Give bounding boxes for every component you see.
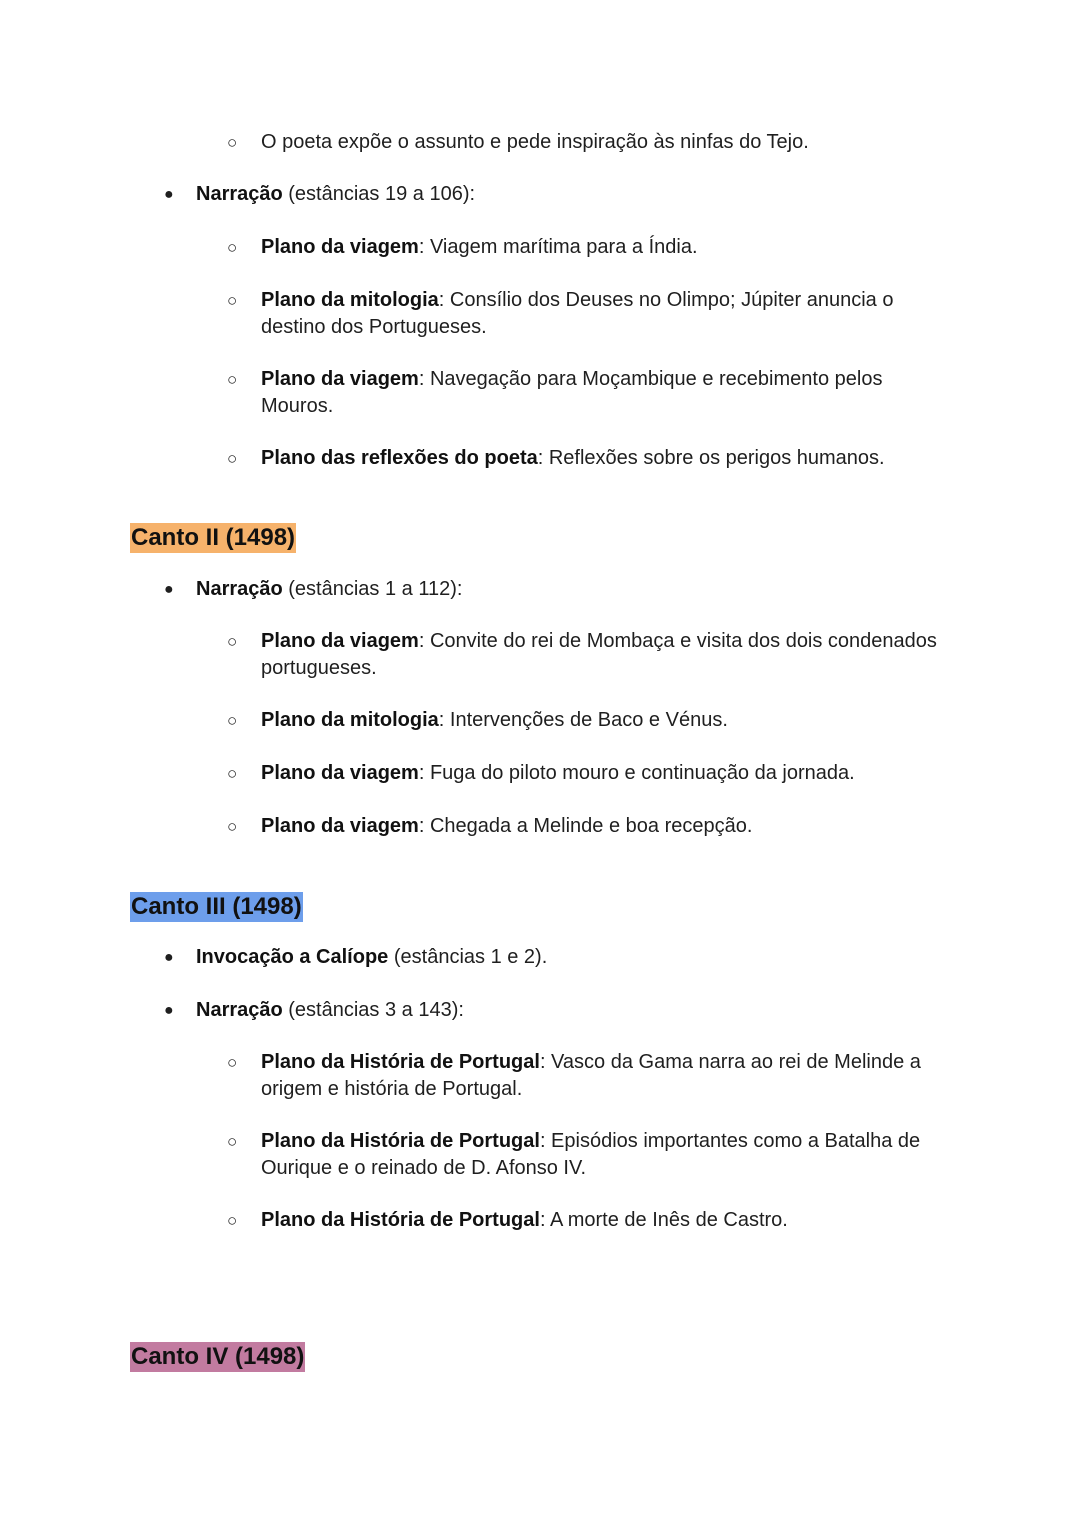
bullet-icon: ● [164,186,174,203]
hollow-bullet-icon: ○ [227,711,238,730]
hollow-bullet-icon: ○ [227,449,238,468]
canto-4-heading: Canto IV (1498) [131,1343,305,1370]
list-item [164,997,936,1024]
item-text: : A morte de Inês de Castro. [539,1209,788,1231]
item-text: (estâncias 3 a 143): [282,999,464,1021]
list-item [164,944,936,971]
list-item [227,760,946,787]
item-text: : Consílio dos Deuses no Olimpo; Júpiter anuncia o destino dos Portugueses. [261,289,894,338]
hollow-bullet-icon: ○ [227,817,238,836]
hollow-bullet-icon: ○ [227,764,238,783]
item-text: : Viagem marítima para a Índia. [418,236,698,258]
canto-2-heading: Canto II (1498) [131,524,296,551]
item-label: Plano da viagem [261,762,419,784]
list-item [227,287,946,341]
item-text: : Intervenções de Baco e Vénus. [438,709,728,731]
hollow-bullet-icon: ○ [227,632,238,651]
hollow-bullet-icon: ○ [227,1053,238,1072]
list-item [227,445,946,472]
list-item [227,1207,946,1234]
list-item [227,129,946,156]
item-text: : Navegação para Moçambique e recebimento pelos Mouros. [261,368,883,417]
list-item [227,1049,946,1103]
item-label: Plano da História de Portugal [261,1051,540,1073]
hollow-bullet-icon: ○ [227,291,238,310]
item-label: Plano das reflexões do poeta [261,447,538,469]
canto-3-heading: Canto III (1498) [131,893,302,920]
hollow-bullet-icon: ○ [227,238,238,257]
bullet-icon: ● [164,1002,174,1019]
item-label: Plano da mitologia [261,289,439,311]
list-item [164,576,936,603]
list-item [227,707,946,734]
item-text: : Chegada a Melinde e boa recepção. [418,815,753,837]
item-text: : Reflexões sobre os perigos humanos. [537,447,885,469]
list-item [227,628,946,682]
item-label: Plano da História de Portugal [261,1209,540,1231]
item-label: Invocação a Calíope [196,946,389,968]
item-label: Narração [196,578,283,600]
list-item [164,181,936,208]
item-label: Plano da História de Portugal [261,1130,540,1152]
item-text: : Convite do rei de Mombaça e visita dos dois condenados portugueses. [261,630,937,679]
item-text: (estâncias 1 a 112): [282,578,463,600]
bullet-icon: ● [164,949,174,966]
list-item [227,813,946,840]
item-text: : Vasco da Gama narra ao rei de Melinde a origem e história de Portugal. [261,1051,921,1100]
hollow-bullet-icon: ○ [227,1132,238,1151]
item-text: (estâncias 1 e 2). [388,946,548,968]
hollow-bullet-icon: ○ [227,370,238,389]
item-text: (estâncias 19 a 106): [282,183,476,205]
item-label: Plano da viagem [261,368,419,390]
hollow-bullet-icon: ○ [227,1211,238,1230]
item-text: : Episódios importantes como a Batalha de Ourique e o reinado de D. Afonso IV. [261,1130,921,1179]
list-item [227,366,946,420]
item-text: O poeta expõe o assunto e pede inspiração às ninfas do Tejo. [261,131,809,153]
list-item [227,1128,946,1182]
bullet-icon: ● [164,581,174,598]
item-label: Plano da mitologia [261,709,439,731]
hollow-bullet-icon: ○ [227,133,238,152]
list-item [227,234,946,261]
item-text: : Fuga do piloto mouro e continuação da jornada. [418,762,855,784]
item-label: Plano da viagem [261,630,419,652]
item-label: Plano da viagem [261,236,419,258]
item-label: Narração [196,183,283,205]
item-label: Plano da viagem [261,815,419,837]
item-label: Narração [196,999,283,1021]
